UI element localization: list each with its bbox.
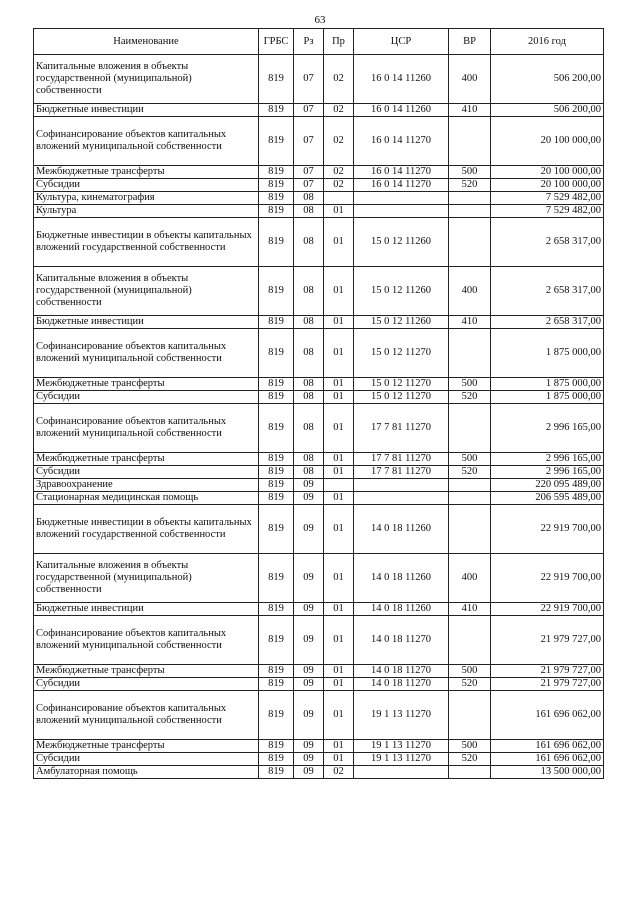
cell-name: Капитальные вложения в объекты государственной (муниципальной) собственности xyxy=(34,55,259,104)
cell-amount: 1 875 000,00 xyxy=(491,378,604,391)
cell-grbs: 819 xyxy=(259,554,294,603)
cell-rz: 08 xyxy=(294,205,324,218)
table-row xyxy=(34,665,604,678)
cell-rz: 07 xyxy=(294,179,324,192)
cell-pr xyxy=(324,479,354,492)
header-name: Наименование xyxy=(34,29,259,55)
cell-amount: 1 875 000,00 xyxy=(491,391,604,404)
cell-rz: 09 xyxy=(294,554,324,603)
cell-csr xyxy=(354,492,449,505)
cell-name: Бюджетные инвестиции в объекты капитальных вложений государственной собственности xyxy=(34,505,259,554)
cell-amount: 20 100 000,00 xyxy=(491,166,604,179)
header-csr: ЦСР xyxy=(354,29,449,55)
table-row xyxy=(34,329,604,378)
table-row xyxy=(34,391,604,404)
cell-grbs: 819 xyxy=(259,753,294,766)
cell-name: Межбюджетные трансферты xyxy=(34,740,259,753)
cell-csr: 15 0 12 11270 xyxy=(354,391,449,404)
cell-csr: 17 7 81 11270 xyxy=(354,404,449,453)
cell-name: Софинансирование объектов капитальных вложений муниципальной собственности xyxy=(34,117,259,166)
cell-grbs: 819 xyxy=(259,766,294,779)
cell-vr xyxy=(449,192,491,205)
cell-vr: 520 xyxy=(449,753,491,766)
table-row xyxy=(34,678,604,691)
cell-grbs: 819 xyxy=(259,505,294,554)
table-row xyxy=(34,753,604,766)
table-row xyxy=(34,492,604,505)
cell-amount: 206 595 489,00 xyxy=(491,492,604,505)
cell-pr: 01 xyxy=(324,391,354,404)
cell-grbs: 819 xyxy=(259,316,294,329)
cell-amount: 22 919 700,00 xyxy=(491,505,604,554)
cell-amount: 2 658 317,00 xyxy=(491,316,604,329)
cell-pr: 01 xyxy=(324,267,354,316)
cell-name: Субсидии xyxy=(34,753,259,766)
cell-csr: 16 0 14 11260 xyxy=(354,55,449,104)
table-row xyxy=(34,205,604,218)
cell-amount: 506 200,00 xyxy=(491,104,604,117)
cell-amount: 2 996 165,00 xyxy=(491,466,604,479)
cell-csr: 14 0 18 11260 xyxy=(354,554,449,603)
table-row xyxy=(34,192,604,205)
cell-rz: 07 xyxy=(294,166,324,179)
cell-name: Бюджетные инвестиции xyxy=(34,603,259,616)
cell-rz: 09 xyxy=(294,492,324,505)
table-row xyxy=(34,466,604,479)
cell-name: Межбюджетные трансферты xyxy=(34,378,259,391)
table-row xyxy=(34,166,604,179)
table-row xyxy=(34,453,604,466)
cell-vr xyxy=(449,616,491,665)
cell-vr xyxy=(449,117,491,166)
cell-grbs: 819 xyxy=(259,55,294,104)
cell-name: Здравоохранение xyxy=(34,479,259,492)
cell-grbs: 819 xyxy=(259,104,294,117)
cell-vr: 410 xyxy=(449,603,491,616)
cell-pr: 01 xyxy=(324,218,354,267)
table-row xyxy=(34,117,604,166)
cell-vr xyxy=(449,505,491,554)
cell-pr: 01 xyxy=(324,453,354,466)
cell-vr: 520 xyxy=(449,179,491,192)
cell-rz: 07 xyxy=(294,55,324,104)
cell-amount: 161 696 062,00 xyxy=(491,753,604,766)
cell-pr: 02 xyxy=(324,104,354,117)
cell-grbs: 819 xyxy=(259,665,294,678)
cell-csr xyxy=(354,192,449,205)
budget-table xyxy=(33,28,604,779)
cell-csr: 19 1 13 11270 xyxy=(354,691,449,740)
cell-vr: 500 xyxy=(449,740,491,753)
cell-csr: 19 1 13 11270 xyxy=(354,740,449,753)
cell-name: Софинансирование объектов капитальных вложений муниципальной собственности xyxy=(34,329,259,378)
cell-vr: 520 xyxy=(449,391,491,404)
cell-amount: 13 500 000,00 xyxy=(491,766,604,779)
cell-amount: 22 919 700,00 xyxy=(491,554,604,603)
cell-pr: 01 xyxy=(324,753,354,766)
cell-csr: 15 0 12 11260 xyxy=(354,218,449,267)
cell-pr: 01 xyxy=(324,316,354,329)
cell-pr: 01 xyxy=(324,492,354,505)
table-row xyxy=(34,378,604,391)
table-row xyxy=(34,554,604,603)
cell-vr xyxy=(449,691,491,740)
cell-grbs: 819 xyxy=(259,404,294,453)
cell-amount: 1 875 000,00 xyxy=(491,329,604,378)
cell-rz: 07 xyxy=(294,117,324,166)
cell-csr: 15 0 12 11270 xyxy=(354,329,449,378)
cell-grbs: 819 xyxy=(259,329,294,378)
cell-grbs: 819 xyxy=(259,192,294,205)
cell-rz: 09 xyxy=(294,603,324,616)
cell-csr: 16 0 14 11260 xyxy=(354,104,449,117)
cell-amount: 22 919 700,00 xyxy=(491,603,604,616)
cell-csr: 19 1 13 11270 xyxy=(354,753,449,766)
table-row xyxy=(34,766,604,779)
cell-grbs: 819 xyxy=(259,117,294,166)
cell-vr: 410 xyxy=(449,104,491,117)
cell-pr: 01 xyxy=(324,616,354,665)
cell-csr xyxy=(354,205,449,218)
cell-rz: 08 xyxy=(294,192,324,205)
table-header-row xyxy=(34,29,604,55)
cell-rz: 09 xyxy=(294,766,324,779)
cell-grbs: 819 xyxy=(259,479,294,492)
cell-pr: 01 xyxy=(324,554,354,603)
cell-grbs: 819 xyxy=(259,466,294,479)
cell-csr: 14 0 18 11260 xyxy=(354,603,449,616)
table-row xyxy=(34,104,604,117)
cell-name: Капитальные вложения в объекты государственной (муниципальной) собственности xyxy=(34,554,259,603)
cell-rz: 09 xyxy=(294,665,324,678)
cell-pr: 01 xyxy=(324,665,354,678)
cell-csr: 16 0 14 11270 xyxy=(354,166,449,179)
cell-pr: 01 xyxy=(324,691,354,740)
cell-vr: 410 xyxy=(449,316,491,329)
cell-vr: 500 xyxy=(449,378,491,391)
cell-vr xyxy=(449,479,491,492)
cell-amount: 2 996 165,00 xyxy=(491,453,604,466)
header-year: 2016 год xyxy=(491,29,604,55)
cell-amount: 7 529 482,00 xyxy=(491,192,604,205)
cell-rz: 08 xyxy=(294,329,324,378)
cell-name: Межбюджетные трансферты xyxy=(34,166,259,179)
cell-name: Бюджетные инвестиции в объекты капитальных вложений государственной собственности xyxy=(34,218,259,267)
cell-vr xyxy=(449,329,491,378)
table-row xyxy=(34,404,604,453)
table-row xyxy=(34,479,604,492)
cell-pr xyxy=(324,192,354,205)
page-number: 63 xyxy=(314,14,326,26)
cell-amount: 161 696 062,00 xyxy=(491,740,604,753)
cell-rz: 08 xyxy=(294,391,324,404)
cell-grbs: 819 xyxy=(259,179,294,192)
cell-vr: 400 xyxy=(449,55,491,104)
cell-csr: 15 0 12 11260 xyxy=(354,316,449,329)
cell-csr: 14 0 18 11270 xyxy=(354,665,449,678)
cell-amount: 21 979 727,00 xyxy=(491,616,604,665)
cell-pr: 01 xyxy=(324,678,354,691)
table-row xyxy=(34,603,604,616)
table-row xyxy=(34,740,604,753)
cell-grbs: 819 xyxy=(259,205,294,218)
table-row xyxy=(34,691,604,740)
cell-amount: 2 996 165,00 xyxy=(491,404,604,453)
cell-amount: 21 979 727,00 xyxy=(491,665,604,678)
cell-vr: 500 xyxy=(449,166,491,179)
cell-csr: 16 0 14 11270 xyxy=(354,117,449,166)
cell-name: Капитальные вложения в объекты государственной (муниципальной) собственности xyxy=(34,267,259,316)
cell-csr: 14 0 18 11270 xyxy=(354,616,449,665)
cell-vr xyxy=(449,492,491,505)
cell-amount: 2 658 317,00 xyxy=(491,218,604,267)
cell-rz: 08 xyxy=(294,453,324,466)
cell-rz: 08 xyxy=(294,466,324,479)
cell-amount: 161 696 062,00 xyxy=(491,691,604,740)
cell-grbs: 819 xyxy=(259,267,294,316)
table-row xyxy=(34,218,604,267)
cell-rz: 07 xyxy=(294,104,324,117)
cell-vr xyxy=(449,218,491,267)
cell-pr: 01 xyxy=(324,466,354,479)
cell-amount: 506 200,00 xyxy=(491,55,604,104)
cell-pr: 02 xyxy=(324,117,354,166)
cell-amount: 20 100 000,00 xyxy=(491,117,604,166)
cell-csr: 15 0 12 11270 xyxy=(354,378,449,391)
cell-name: Межбюджетные трансферты xyxy=(34,665,259,678)
cell-name: Софинансирование объектов капитальных вложений муниципальной собственности xyxy=(34,616,259,665)
cell-name: Субсидии xyxy=(34,466,259,479)
cell-amount: 7 529 482,00 xyxy=(491,205,604,218)
cell-grbs: 819 xyxy=(259,678,294,691)
cell-rz: 09 xyxy=(294,505,324,554)
cell-grbs: 819 xyxy=(259,218,294,267)
cell-rz: 08 xyxy=(294,316,324,329)
cell-rz: 09 xyxy=(294,616,324,665)
cell-grbs: 819 xyxy=(259,740,294,753)
cell-rz: 08 xyxy=(294,404,324,453)
cell-name: Бюджетные инвестиции xyxy=(34,104,259,117)
cell-pr: 02 xyxy=(324,179,354,192)
cell-name: Софинансирование объектов капитальных вложений муниципальной собственности xyxy=(34,691,259,740)
cell-amount: 2 658 317,00 xyxy=(491,267,604,316)
cell-csr: 14 0 18 11270 xyxy=(354,678,449,691)
cell-pr: 02 xyxy=(324,55,354,104)
cell-rz: 08 xyxy=(294,378,324,391)
cell-name: Субсидии xyxy=(34,678,259,691)
cell-pr: 01 xyxy=(324,603,354,616)
cell-csr xyxy=(354,479,449,492)
cell-grbs: 819 xyxy=(259,492,294,505)
cell-name: Межбюджетные трансферты xyxy=(34,453,259,466)
cell-vr: 520 xyxy=(449,678,491,691)
cell-name: Культура, кинематография xyxy=(34,192,259,205)
header-vr: ВР xyxy=(449,29,491,55)
cell-vr: 500 xyxy=(449,665,491,678)
cell-pr: 02 xyxy=(324,766,354,779)
cell-pr: 02 xyxy=(324,166,354,179)
header-grbs: ГРБС xyxy=(259,29,294,55)
table-row xyxy=(34,505,604,554)
cell-rz: 08 xyxy=(294,267,324,316)
cell-grbs: 819 xyxy=(259,603,294,616)
cell-csr: 14 0 18 11260 xyxy=(354,505,449,554)
cell-pr: 01 xyxy=(324,404,354,453)
table-row xyxy=(34,179,604,192)
cell-rz: 09 xyxy=(294,740,324,753)
cell-rz: 09 xyxy=(294,753,324,766)
cell-name: Софинансирование объектов капитальных вложений муниципальной собственности xyxy=(34,404,259,453)
cell-pr: 01 xyxy=(324,740,354,753)
cell-amount: 20 100 000,00 xyxy=(491,179,604,192)
cell-name: Культура xyxy=(34,205,259,218)
cell-name: Амбулаторная помощь xyxy=(34,766,259,779)
cell-rz: 09 xyxy=(294,479,324,492)
cell-csr: 17 7 81 11270 xyxy=(354,466,449,479)
cell-grbs: 819 xyxy=(259,378,294,391)
cell-grbs: 819 xyxy=(259,166,294,179)
table-row xyxy=(34,316,604,329)
cell-pr: 01 xyxy=(324,329,354,378)
cell-amount: 21 979 727,00 xyxy=(491,678,604,691)
cell-grbs: 819 xyxy=(259,616,294,665)
cell-vr xyxy=(449,205,491,218)
cell-name: Субсидии xyxy=(34,391,259,404)
cell-pr: 01 xyxy=(324,205,354,218)
cell-csr: 17 7 81 11270 xyxy=(354,453,449,466)
cell-rz: 09 xyxy=(294,691,324,740)
cell-vr xyxy=(449,404,491,453)
cell-pr: 01 xyxy=(324,505,354,554)
cell-vr: 500 xyxy=(449,453,491,466)
cell-vr: 400 xyxy=(449,267,491,316)
cell-grbs: 819 xyxy=(259,391,294,404)
table-row xyxy=(34,55,604,104)
cell-name: Бюджетные инвестиции xyxy=(34,316,259,329)
cell-name: Субсидии xyxy=(34,179,259,192)
cell-rz: 08 xyxy=(294,218,324,267)
cell-pr: 01 xyxy=(324,378,354,391)
cell-grbs: 819 xyxy=(259,453,294,466)
cell-csr: 15 0 12 11260 xyxy=(354,267,449,316)
cell-rz: 09 xyxy=(294,678,324,691)
cell-amount: 220 095 489,00 xyxy=(491,479,604,492)
cell-grbs: 819 xyxy=(259,691,294,740)
table-row xyxy=(34,267,604,316)
cell-name: Стационарная медицинская помощь xyxy=(34,492,259,505)
cell-vr: 400 xyxy=(449,554,491,603)
cell-vr: 520 xyxy=(449,466,491,479)
header-rz: Рз xyxy=(294,29,324,55)
cell-vr xyxy=(449,766,491,779)
cell-csr xyxy=(354,766,449,779)
cell-csr: 16 0 14 11270 xyxy=(354,179,449,192)
table-row xyxy=(34,616,604,665)
header-pr: Пр xyxy=(324,29,354,55)
